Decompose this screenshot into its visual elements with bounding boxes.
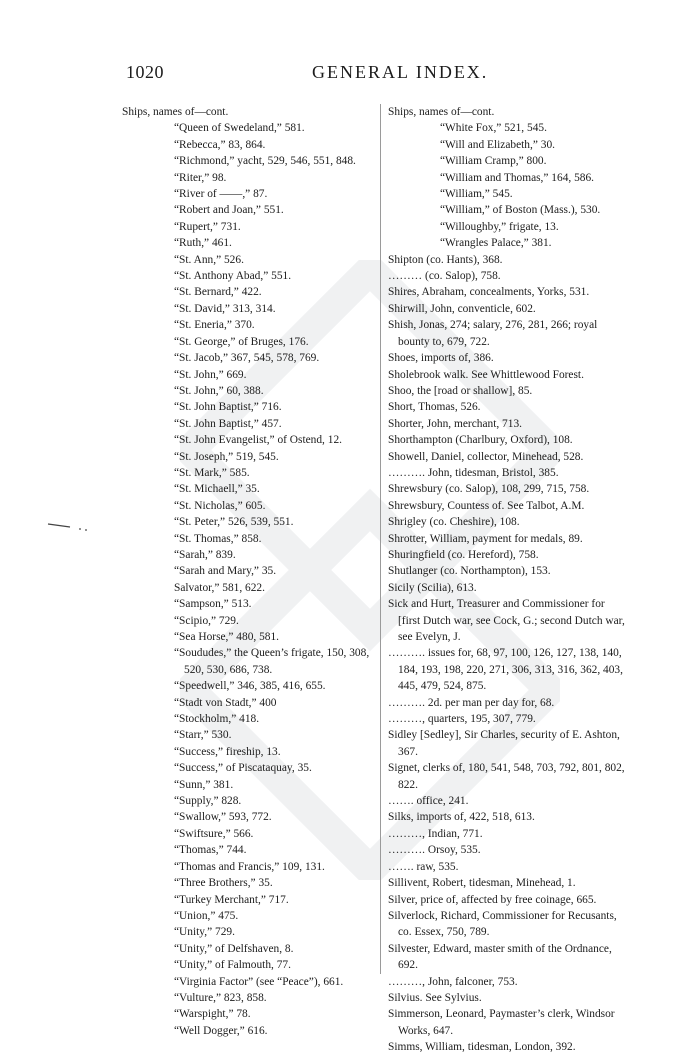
index-entry: Shires, Abraham, concealments, Yorks, 531. [388,286,590,299]
index-subentry: “Rebecca,” 83, 864. [174,138,266,151]
index-entry: Sidley [Sedley], Sir Charles, security of E. Ashton, 367. [388,729,620,758]
index-subentry: “Riter,” 98. [174,171,227,184]
index-subentry: “St. John,” 669. [174,368,247,381]
index-entry: Ships, names of—cont. [388,106,495,118]
index-subentry: “St. Joseph,” 519, 545. [174,450,279,463]
index-subentry: “Richmond,” yacht, 529, 546, 551, 848. [174,155,356,168]
index-entry: Sick and Hurt, Treasurer and Commissioner for [first Dutch war, see Cock, G.; second Dutch war, see Evelyn, J. [388,598,625,643]
index-subentry: “William Cramp,” 800. [440,155,547,168]
column-divider [380,104,381,974]
index-entry: ………. John, tidesman, Bristol, 385. [388,466,559,479]
index-subentry: “Sarah and Mary,” 35. [174,565,277,578]
index-subentry: “Vulture,” 823, 858. [174,991,267,1004]
index-subentry: “Warspight,” 78. [174,1008,251,1021]
index-subentry: “Well Dogger,” 616. [174,1024,268,1037]
index-subentry: “Thomas,” 744. [174,844,247,857]
index-subentry: “St. John Baptist,” 457. [174,417,282,430]
index-entry: Shipton (co. Hants), 368. [388,253,503,266]
index-entry: Sicily (Scilia), 613. [388,581,477,594]
index-entry: Silvester, Edward, master smith of the Ordnance, 692. [388,942,612,972]
index-subentry: “Turkey Merchant,” 717. [174,893,289,906]
index-subentry: “St. Anthony Abad,” 551. [174,270,292,283]
index-subentry: “Swiftsure,” 566. [174,827,254,840]
index-entry: Shoo, the [road or shallow], 85. [388,384,533,397]
page-number: 1020 [126,62,164,82]
index-subentry: “River of ——,” 87. [174,188,268,201]
index-subentry: “Stadt von Stadt,” 400 [174,696,277,709]
index-entry: Shrewsbury (co. Salop), 108, 299, 715, 758. [388,483,590,496]
index-subentry: “Thomas and Francis,” 109, 131. [174,860,325,873]
index-subentry: “Swallow,” 593, 772. [174,811,272,824]
index-entry: Showell, Daniel, collector, Minehead, 528. [388,450,584,463]
index-entry: Shrotter, William, payment for medals, 89. [388,532,583,545]
index-subentry: “Sea Horse,” 480, 581. [174,631,280,643]
index-subentry: “St. John,” 60, 388. [174,384,264,397]
index-entry: Simmerson, Leonard, Paymaster’s clerk, Windsor Works, 647. [388,1008,615,1037]
index-subentry: “White Fox,” 521, 545. [440,122,547,135]
index-subentry: “Three Brothers,” 35. [174,877,273,890]
index-subentry: “St. Thomas,” 858. [174,532,262,545]
index-entry: Sholebrook walk. See Whittlewood Forest. [388,368,584,381]
index-subentry: “Supply,” 828. [174,795,242,808]
index-entry: ……… (co. Salop), 758. [388,270,501,283]
index-subentry: “St. John Baptist,” 716. [174,401,282,414]
index-entry: Silverlock, Richard, Commissioner for Recusants, co. Essex, 750, 789. [388,909,617,939]
index-entry: ………, Indian, 771. [388,827,483,840]
index-subentry: “St. Jacob,” 367, 545, 578, 769. [174,352,320,365]
index-subentry: “Union,” 475. [174,909,239,922]
index-entry: ………. Orsoy, 535. [388,844,481,857]
index-subentry: “Sunn,” 381. [174,778,234,791]
index-subentry: “Sampson,” 513. [174,598,252,611]
index-subentry: “St. George,” of Bruges, 176. [174,335,309,348]
index-subentry: “Virginia Factor” (see “Peace”), 661. [174,975,344,988]
index-subentry: “William,” 545. [440,188,513,201]
index-entry: Shirwill, John, conventicle, 602. [388,302,536,315]
index-subentry: “Starr,” 530. [174,729,232,742]
index-subentry: “Willoughby,” frigate, 13. [440,220,559,233]
index-entry: Ships, names of—cont. [122,106,229,118]
index-entry: Shrewsbury, Countess of. See Talbot, A.M. [388,499,585,512]
index-entry: Shutlanger (co. Northampton), 153. [388,565,551,578]
index-entry: Silks, imports of, 422, 518, 613. [388,811,535,824]
index-entry: Shuringfield (co. Hereford), 758. [388,548,539,561]
index-entry: Short, Thomas, 526. [388,401,481,414]
index-entry: Sillivent, Robert, tidesman, Minehead, 1. [388,877,576,890]
index-entry: ……. raw, 535. [388,860,459,873]
index-subentry: “St. Peter,” 526, 539, 551. [174,516,294,529]
index-subentry: “Soududes,” the Queen’s frigate, 150, 308, 520, 530, 686, 738. [174,647,370,676]
index-subentry: “Unity,” of Falmouth, 77. [174,959,291,972]
index-entry: Shoes, imports of, 386. [388,352,494,365]
index-subentry: “Unity,” 729. [174,926,235,939]
index-subentry: “Unity,” of Delfshaven, 8. [174,942,294,955]
index-entry: ………, John, falconer, 753. [388,975,518,988]
index-entry: Shrigley (co. Cheshire), 108. [388,516,520,529]
index-entry: Silvius. See Sylvius. [388,991,482,1004]
index-subentry: “St. Bernard,” 422. [174,286,262,299]
index-subentry: “William,” of Boston (Mass.), 530. [440,204,601,217]
index-subentry: “Rupert,” 731. [174,220,241,233]
index-entry: Shorthampton (Charlbury, Oxford), 108. [388,434,573,447]
index-entry: ………, quarters, 195, 307, 779. [388,713,536,726]
index-subentry: “William and Thomas,” 164, 586. [440,171,595,184]
index-subentry: “Scipio,” 729. [174,614,239,627]
index-entry: Shorter, John, merchant, 713. [388,417,522,430]
index-entry: Simms, William, tidesman, London, 392. [388,1041,576,1054]
running-head: GENERAL INDEX. [312,62,489,82]
index-subentry: “Wrangles Palace,” 381. [440,237,552,250]
index-subentry: “St. Eneria,” 370. [174,319,255,332]
index-column-right [388,104,628,1056]
index-subentry: “St. Mark,” 585. [174,466,250,479]
index-subentry: “St. David,” 313, 314. [174,302,276,315]
index-subentry: “Robert and Joan,” 551. [174,204,284,217]
index-subentry: “St. Michaell,” 35. [174,483,260,496]
index-subentry: “Success,” of Piscataquay, 35. [174,762,312,775]
index-subentry: “Queen of Swedeland,” 581. [174,122,305,135]
index-entry: Silver, price of, affected by free coinage, 665. [388,893,597,906]
index-subentry: “Ruth,” 461. [174,237,232,250]
index-column-left [122,104,374,1039]
index-entry: ………. 2d. per man per day for, 68. [388,696,555,709]
index-subentry: Salvator,” 581, 622. [174,581,265,594]
index-subentry: “St. John Evangelist,” of Ostend, 12. [174,434,342,447]
index-subentry: “Will and Elizabeth,” 30. [440,138,555,151]
index-entry: ………. issues for, 68, 97, 100, 126, 127, 138, 140, 184, 193, 198, 220, 271, 306, 313, 316, 362, 403, 445, 479, 524, 875. [388,647,623,693]
index-subentry: “Stockholm,” 418. [174,713,260,726]
index-subentry: “Speedwell,” 346, 385, 416, 655. [174,680,326,693]
margin-mark [46,520,90,532]
index-subentry: “St. Ann,” 526. [174,253,244,266]
index-subentry: “St. Nicholas,” 605. [174,499,266,512]
page-header [126,62,626,86]
index-entry: Shish, Jonas, 274; salary, 276, 281, 266; royal bounty to, 679, 722. [388,319,598,348]
index-subentry: “Sarah,” 839. [174,548,236,561]
index-subentry: “Success,” fireship, 13. [174,745,281,758]
index-entry: ……. office, 241. [388,795,469,808]
index-entry: Signet, clerks of, 180, 541, 548, 703, 792, 801, 802, 822. [388,762,625,791]
